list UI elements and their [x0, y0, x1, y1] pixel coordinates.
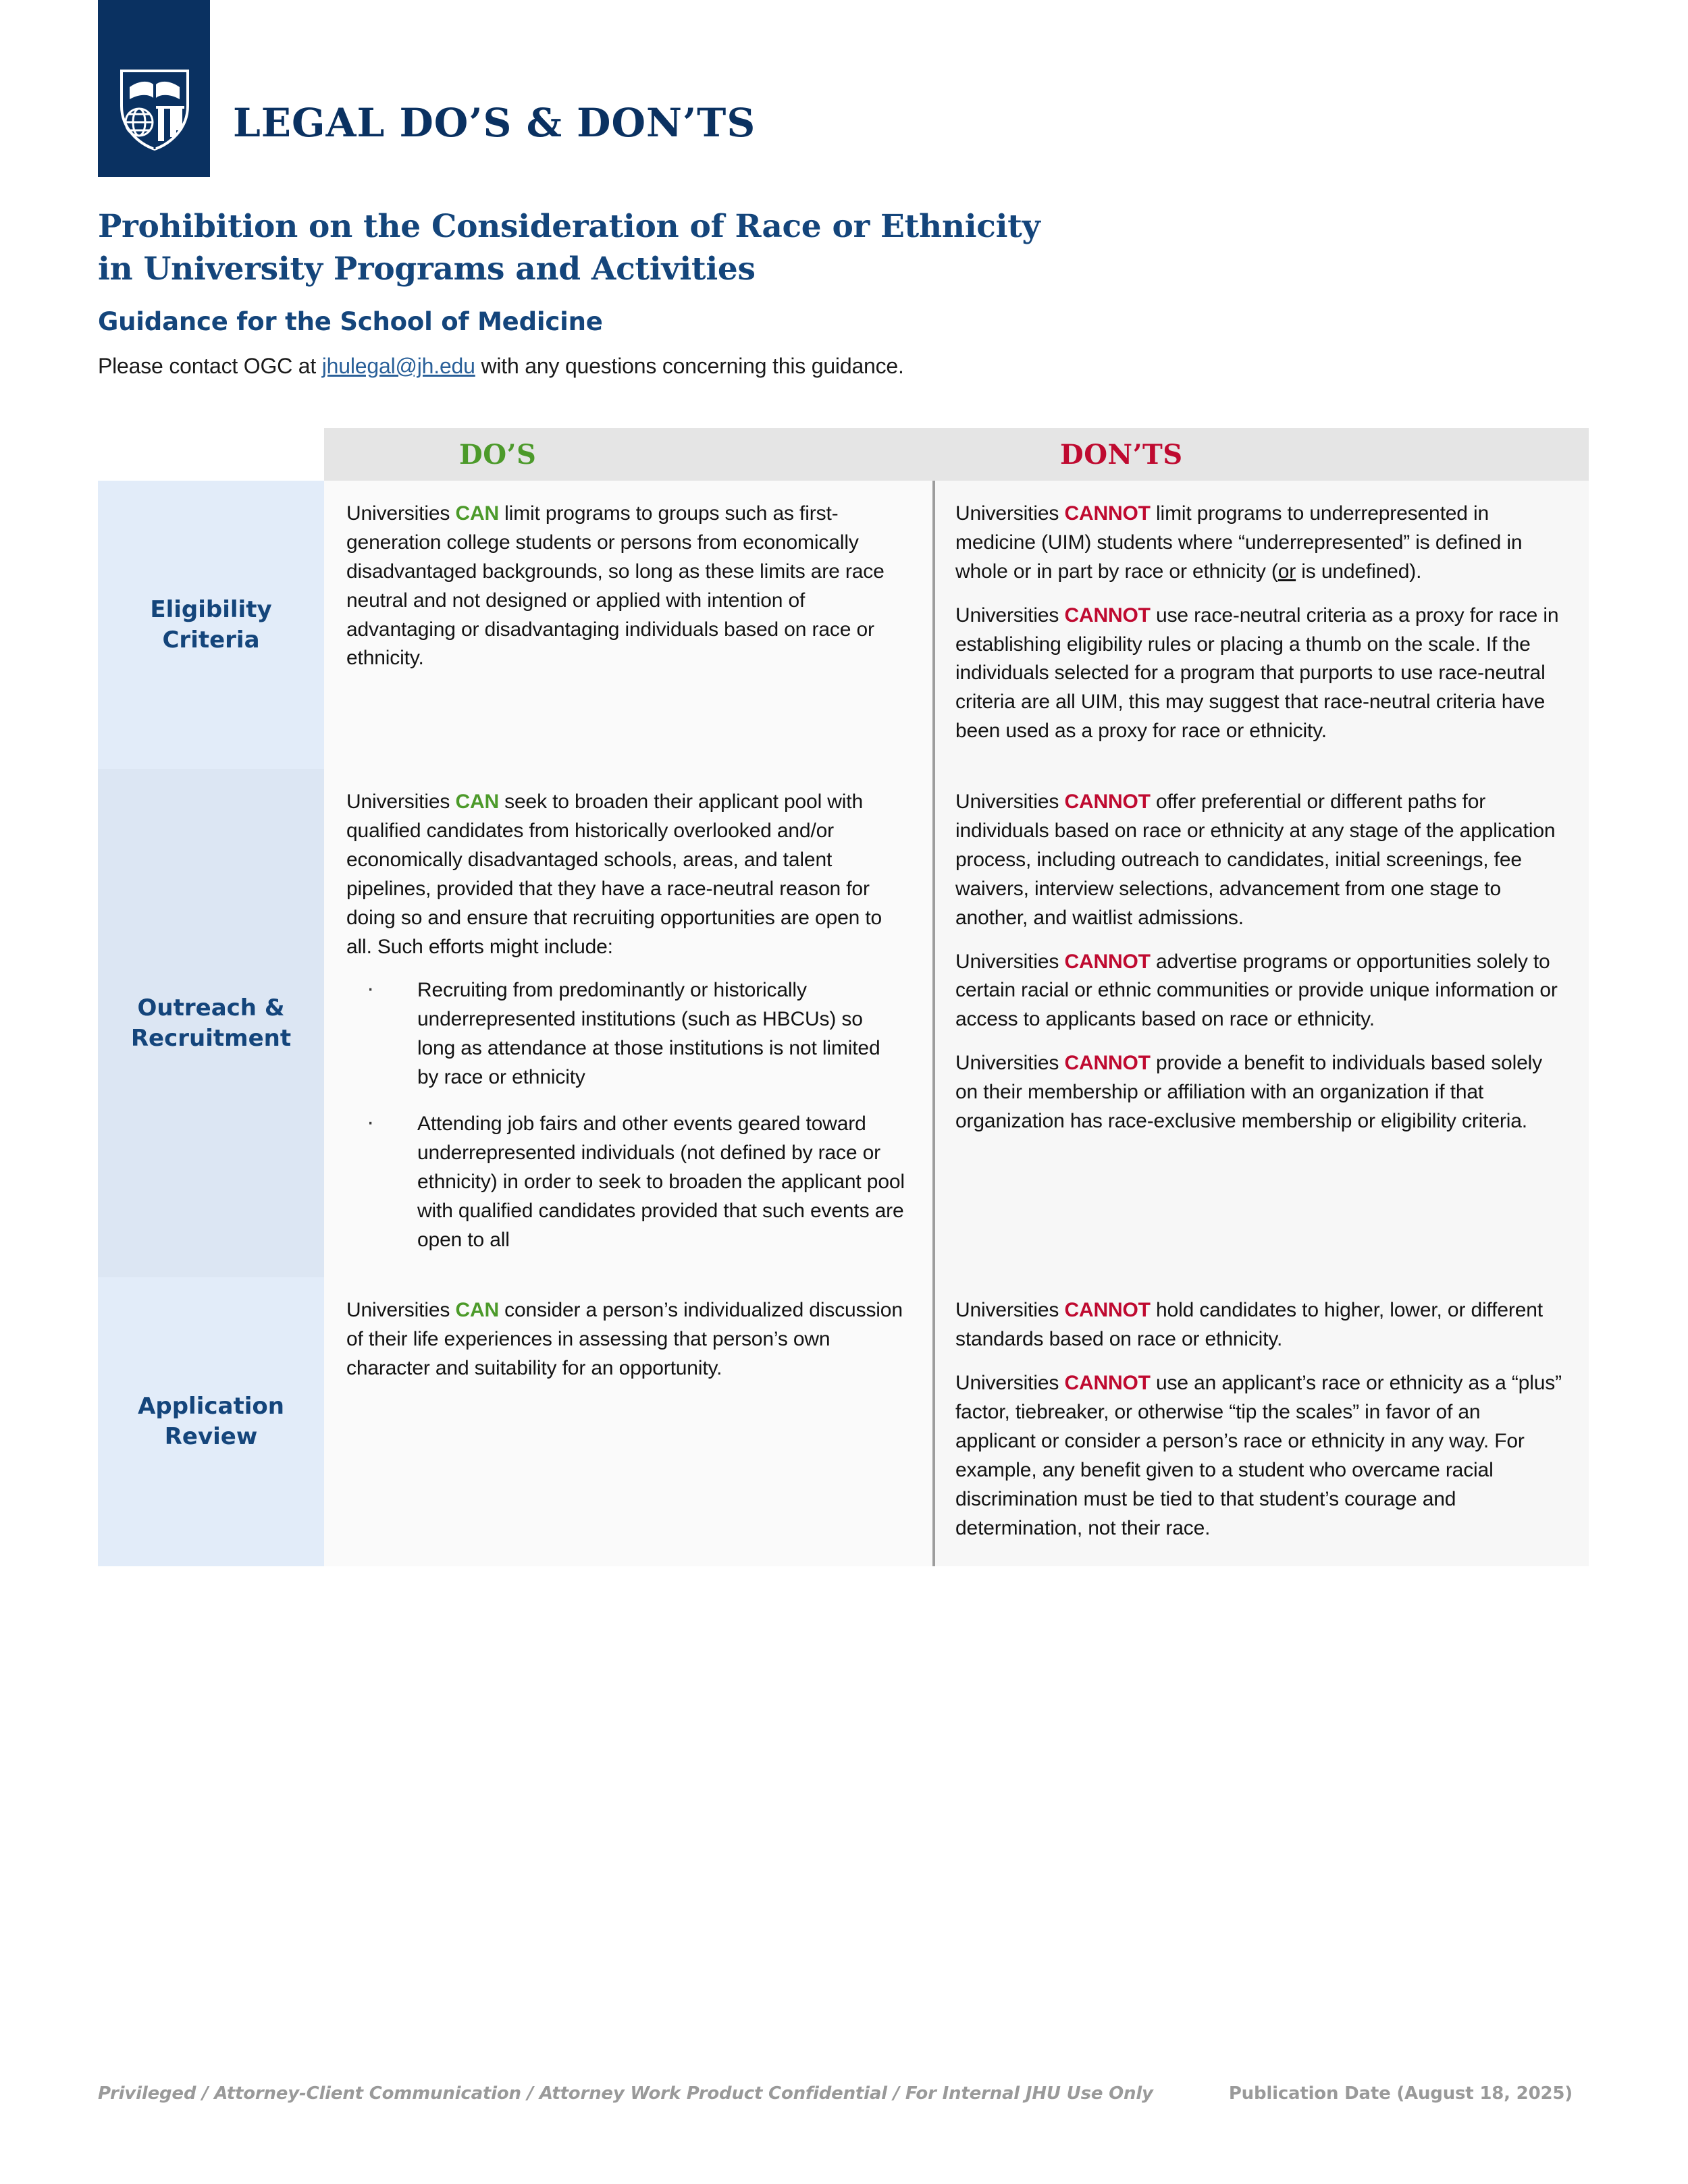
- cell-dos-application-review: [324, 1277, 932, 1566]
- donts-paragraph: [955, 500, 1564, 587]
- cell-dos-outreach-recruitment: [324, 769, 932, 1277]
- row-label-line-2: Review: [164, 1423, 258, 1451]
- keyword-can: CAN: [455, 791, 499, 814]
- keyword-can: CAN: [455, 1299, 499, 1322]
- footer: [98, 2083, 1589, 2104]
- cell-donts-eligibility-criteria: [932, 481, 1589, 769]
- keyword-can: CAN: [455, 502, 499, 525]
- table-row: [98, 481, 1589, 769]
- row-label-line-2: Criteria: [162, 626, 260, 654]
- donts-paragraph: [955, 948, 1564, 1035]
- donts-paragraph: [955, 1369, 1564, 1543]
- paragraph-body: seek to broaden their applicant pool with qualified candidates from historically overlooked and/or economically disadvantaged schools, areas, and talent pipelines, provided that they have a race-neutral reason for doing so and ensure that recruiting opportunities are open to all. Such efforts might include:: [346, 791, 882, 958]
- paragraph-body: limit programs to underrepresented in medicine (UIM) students where “underrepresented” is defined in whole or in part by race or ethnicity (: [955, 502, 1523, 583]
- paragraph-prefix: Universities: [346, 791, 456, 814]
- row-label-line-1: Eligibility: [150, 595, 272, 623]
- paragraph-prefix: Universities: [955, 604, 1065, 627]
- paragraph-body: hold candidates to higher, lower, or different standards based on race or ethnicity.: [955, 1299, 1543, 1351]
- page-title: LEGAL DO’S & DON’TS: [233, 100, 756, 146]
- row-label-eligibility-criteria: [98, 481, 324, 769]
- document-subtitle: Guidance for the School of Medicine: [98, 307, 603, 336]
- paragraph-prefix: Universities: [955, 1299, 1065, 1322]
- dos-bullet-list: [346, 976, 905, 1254]
- guidance-table: [98, 428, 1589, 1566]
- row-label-line-1: Outreach &: [137, 994, 285, 1021]
- paragraph-body: offer preferential or different paths for individuals based on race or ethnicity at any stage of the application process, including outreach to candidates, initial screenings, fee waivers, interview selections, advancement from one stage to another, and waitlist admissions.: [955, 791, 1556, 929]
- row-label-application-review: [98, 1277, 324, 1566]
- contact-email-link[interactable]: jhulegal@jh.edu: [321, 354, 475, 378]
- paragraph-underlined-or: or: [1277, 560, 1296, 583]
- footer-confidentiality-notice: Privileged / Attorney-Client Communication / Attorney Work Product Confidential / For Internal JHU Use Only: [98, 2083, 1153, 2104]
- column-header-dos: DO’S: [459, 439, 537, 471]
- paragraph-prefix: Universities: [955, 502, 1065, 525]
- contact-line: [98, 354, 904, 379]
- paragraph-body: limit programs to groups such as first-generation college students or persons from economically disadvantaged backgrounds, so long as these limits are race neutral and not designed or applied with intention of advantaging or disadvantaging individuals based on race or ethnicity.: [346, 502, 885, 670]
- donts-paragraph: [955, 1049, 1564, 1136]
- donts-paragraph: [955, 1296, 1564, 1354]
- document-title: [98, 206, 1516, 290]
- cell-donts-application-review: [932, 1277, 1589, 1566]
- document-title-line-2: in University Programs and Activities: [98, 250, 756, 288]
- row-label-line-1: Application: [138, 1393, 284, 1420]
- column-header-donts: DON’TS: [1060, 439, 1183, 471]
- paragraph-body-tail: is undefined).: [1296, 560, 1422, 583]
- paragraph-body: use an applicant’s race or ethnicity as a “plus” factor, tiebreaker, or otherwise “tip the scales” in favor of an applicant or consider a person’s race or ethnicity in any way. For example, any benefit given to a student who overcame racial discrimination must be tied to that student’s courage and determination, not their race.: [955, 1372, 1562, 1539]
- dos-paragraph: [346, 500, 905, 673]
- table-row: [98, 769, 1589, 1277]
- paragraph-body: consider a person’s individualized discussion of their life experiences in assessing that person’s own character and suitability for an opportunity.: [346, 1299, 903, 1380]
- jhu-shield-logo: [117, 64, 192, 152]
- cell-donts-outreach-recruitment: [932, 769, 1589, 1277]
- paragraph-body: advertise programs or opportunities solely to certain racial or ethnic communities or provide unique information or access to applicants based on race or ethnicity.: [955, 950, 1558, 1031]
- keyword-cannot: CANNOT: [1064, 950, 1151, 973]
- keyword-cannot: CANNOT: [1064, 791, 1151, 814]
- table-row: [98, 1277, 1589, 1566]
- dos-paragraph: [346, 1296, 905, 1383]
- cell-dos-eligibility-criteria: [324, 481, 932, 769]
- paragraph-prefix: Universities: [346, 502, 456, 525]
- keyword-cannot: CANNOT: [1064, 502, 1151, 525]
- paragraph-prefix: Universities: [955, 950, 1065, 973]
- paragraph-body: provide a benefit to individuals based solely on their membership or affiliation with an organization if that organization has race-exclusive membership or eligibility criteria.: [955, 1052, 1542, 1133]
- row-label-outreach-recruitment: [98, 769, 324, 1277]
- contact-prefix: Please contact OGC at: [98, 354, 322, 378]
- paragraph-body: use race-neutral criteria as a proxy for race in establishing eligibility rules or placing a thumb on the scale. If the individuals selected for a program that purports to use race-neutral criteria are all UIM, this may suggest that race-neutral criteria have been used as a proxy for race or ethnicity.: [955, 604, 1559, 743]
- dos-paragraph: [346, 788, 905, 961]
- list-item: · Recruiting from predominantly or historically underrepresented institutions (such as HBCUs) so long as attendance at those institutions is not limited by race or ethnicity: [346, 976, 905, 1092]
- paragraph-prefix: Universities: [346, 1299, 456, 1322]
- paragraph-prefix: Universities: [955, 1372, 1065, 1395]
- keyword-cannot: CANNOT: [1064, 1052, 1151, 1075]
- donts-paragraph: [955, 602, 1564, 746]
- keyword-cannot: CANNOT: [1064, 604, 1151, 627]
- paragraph-prefix: Universities: [955, 791, 1065, 814]
- footer-publication-date: Publication Date (August 18, 2025): [1228, 2083, 1573, 2104]
- header-blue-band: [98, 0, 210, 177]
- document-title-line-1: Prohibition on the Consideration of Race or Ethnicity: [98, 208, 1040, 245]
- list-item: · Attending job fairs and other events geared toward underrepresented individuals (not defined by race or ethnicity) in order to seek to broaden the applicant pool with qualified candidates provided that such events are open to all: [346, 1110, 905, 1254]
- donts-paragraph: [955, 788, 1564, 932]
- table-header-row: [324, 428, 1589, 481]
- paragraph-prefix: Universities: [955, 1052, 1065, 1075]
- keyword-cannot: CANNOT: [1064, 1372, 1151, 1395]
- keyword-cannot: CANNOT: [1064, 1299, 1151, 1322]
- row-label-line-2: Recruitment: [130, 1024, 292, 1052]
- contact-suffix: with any questions concerning this guidance.: [475, 354, 904, 378]
